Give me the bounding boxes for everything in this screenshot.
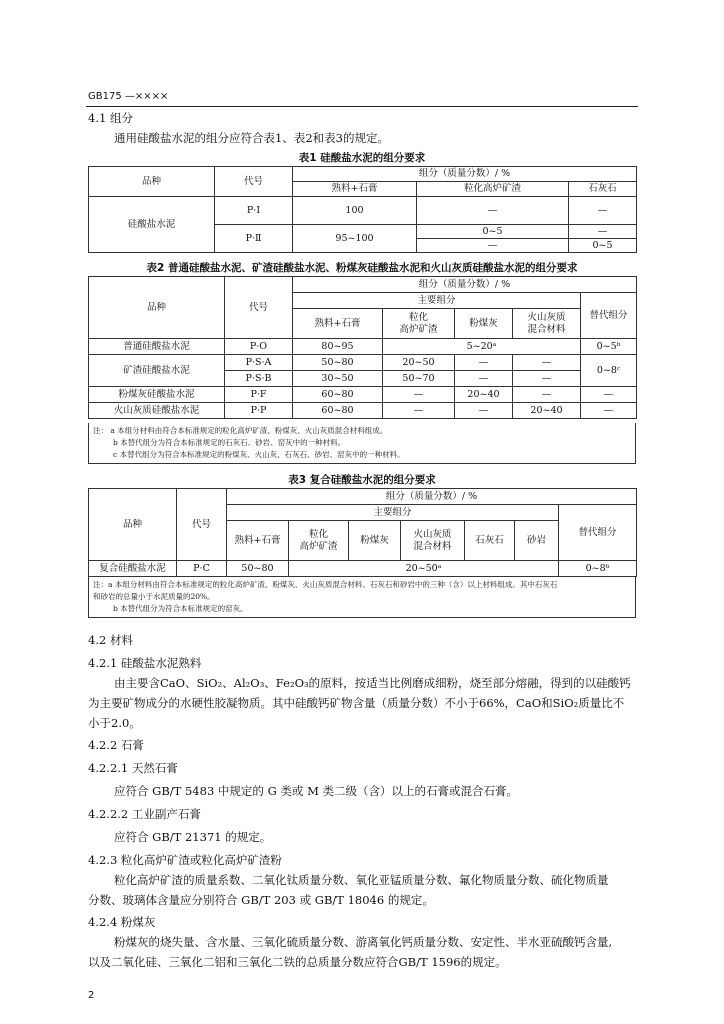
table1 — [88, 166, 637, 253]
table2-pp-sub: — — [581, 403, 637, 419]
table2-pp-pozz: 20~40 — [513, 403, 581, 419]
table3-header-pozz — [401, 521, 465, 561]
table3-header-variety: 品种 — [89, 489, 177, 561]
table2-note-b: b 本替代组分为符合本标准规定的石灰石、砂岩、窑灰中的一种材料。 — [113, 438, 346, 447]
section-4-2-3-heading: 4.2.3 粒化高炉矿渣或粒化高炉矿渣粉 — [88, 853, 282, 867]
table3-notes — [88, 577, 636, 618]
table1-r1-limestone: — — [569, 197, 637, 225]
section-4-2-2-2-heading: 4.2.2.2 工业副产石膏 — [88, 807, 201, 821]
header-rule — [86, 106, 638, 107]
table2-pf-sub: — — [581, 387, 637, 403]
table2-po-clinker: 80~95 — [293, 339, 383, 355]
table2-header-clinker: 熟料+石膏 — [293, 309, 383, 339]
table2-psb-clinker: 30~50 — [293, 371, 383, 387]
table2-note-a: 注： a 本组分材料由符合本标准规定的粒化高炉矿渣、粉煤灰、火山灰质混合材料组成。 — [93, 426, 388, 435]
table2-note-c: c 本替代组分为符合本标准规定的粉煤灰、火山灰、石灰石、砂岩、窑灰中的一种材料。 — [113, 450, 405, 459]
table3-header-flyash: 粉煤灰 — [349, 521, 401, 561]
section-4-2-heading: 4.2 材料 — [88, 633, 133, 647]
table2-po-mix: 5~20ᵃ — [383, 339, 581, 355]
table2-header-pozz-line2: 混合材料 — [527, 323, 566, 335]
table1-r1-clinker: 100 — [293, 197, 417, 225]
table2-pf-flyash: 20~40 — [455, 387, 513, 403]
table2-pp-slag: — — [383, 403, 455, 419]
document-header-id: GB175 —×××× — [88, 91, 169, 102]
section-4-1-intro: 通用硅酸盐水泥的组分应符合表1、表2和表3的规定。 — [114, 131, 389, 145]
table2-header-pozz — [513, 309, 581, 339]
table2-header-group: 组分（质量分数）/ % — [293, 277, 637, 293]
table1-header-variety: 品种 — [89, 167, 215, 197]
table2-psb-code: P·S·B — [225, 371, 293, 387]
table3-header-code: 代号 — [177, 489, 227, 561]
table3-pc-code: P·C — [177, 561, 227, 577]
table2-pp-variety: 火山灰质硅酸盐水泥 — [89, 403, 225, 419]
table3-pc-mix: 20~50ᵃ — [289, 561, 559, 577]
table1-r2b-limestone: 0~5 — [569, 239, 637, 253]
section-4-2-4-line1: 粉煤灰的烧失量、含水量、三氧化硫质量分数、游离氧化钙质量分数、安定性、半水亚硫酸钙含量, — [114, 935, 613, 949]
table2-header-slag-line1: 粒化 — [408, 311, 428, 323]
section-4-2-2-heading: 4.2.2 石膏 — [88, 738, 144, 752]
table1-r2b-slag: — — [417, 239, 569, 253]
table3-pc-variety: 复合硅酸盐水泥 — [89, 561, 177, 577]
table3-header-clinker: 熟料+石膏 — [227, 521, 289, 561]
section-4-2-2-1-heading: 4.2.2.1 天然石膏 — [88, 761, 178, 775]
table2-pf-clinker: 60~80 — [293, 387, 383, 403]
table2-po-variety: 普通硅酸盐水泥 — [89, 339, 225, 355]
section-4-2-3-line1: 粒化高炉矿渣的质量系数、二氧化钛质量分数、氧化亚锰质量分数、氟化物质量分数、硫化物质量 — [114, 873, 609, 887]
table2-psb-pozz: — — [513, 371, 581, 387]
table2-header-code: 代号 — [225, 277, 293, 339]
table3-note-a-cont: 和砂岩的总量小于水泥质量的20%。 — [93, 592, 215, 601]
section-4-2-1-line2: 为主要矿物成分的水硬性胶凝物质。其中硅酸钙矿物含量（质量分数）不小于66%，CaO和SiO₂质量比不 — [88, 696, 625, 710]
table2-psa-clinker: 50~80 — [293, 355, 383, 371]
table2-psa-code: P·S·A — [225, 355, 293, 371]
table2-header-slag — [383, 309, 455, 339]
table2-psb-slag: 50~70 — [383, 371, 455, 387]
table3-pc-sub: 0~8ᵇ — [559, 561, 637, 577]
section-4-2-2-2-text: 应符合 GB/T 21371 的规定。 — [114, 830, 272, 844]
table1-variety: 硅酸盐水泥 — [89, 197, 215, 253]
table2-psa-flyash: — — [455, 355, 513, 371]
table2-pp-flyash: — — [455, 403, 513, 419]
table2-pf-slag: — — [383, 387, 455, 403]
table2-pf-code: P·F — [225, 387, 293, 403]
section-4-2-1-line1: 由主要含CaO、SiO₂、Al₂O₃、Fe₂O₃的原料，按适当比例磨成细粉，烧至部分熔融，得到的以硅酸钙 — [114, 676, 631, 690]
table2-pp-code: P·P — [225, 403, 293, 419]
table1-header-limestone: 石灰石 — [569, 182, 637, 197]
table2-header-variety: 品种 — [89, 277, 225, 339]
section-4-2-2-1-text: 应符合 GB/T 5483 中规定的 G 类或 M 类二级（含）以上的石膏或混合石膏。 — [114, 784, 518, 798]
table2-psa-slag: 20~50 — [383, 355, 455, 371]
section-4-2-1-line3: 小于2.0。 — [88, 716, 141, 730]
table2-ps-sub: 0~8ᶜ — [581, 355, 637, 387]
table2-notes — [88, 423, 636, 464]
table2-header-pozz-line1: 火山灰质 — [527, 311, 566, 323]
table2-po-sub: 0~5ᵇ — [581, 339, 637, 355]
table2-pf-pozz: — — [513, 387, 581, 403]
section-4-1-heading: 4.1 组分 — [88, 111, 133, 125]
table2-psa-pozz: — — [513, 355, 581, 371]
table1-r2a-limestone: — — [569, 225, 637, 239]
table3-header-slag-line2: 高炉矿渣 — [299, 540, 338, 552]
page-number: 2 — [88, 990, 95, 1001]
table2-po-code: P·O — [225, 339, 293, 355]
section-4-2-1-heading: 4.2.1 硅酸盐水泥熟料 — [88, 656, 202, 670]
table2-psb-flyash: — — [455, 371, 513, 387]
table1-header-group: 组分（质量分数）/ % — [293, 167, 637, 182]
table1-r2a-slag: 0~5 — [417, 225, 569, 239]
table2-caption: 表2 普通硅酸盐水泥、矿渣硅酸盐水泥、粉煤灰硅酸盐水泥和火山灰质硅酸盐水泥的组分要求 — [146, 262, 578, 274]
table2-header-flyash: 粉煤灰 — [455, 309, 513, 339]
table1-r2-code: P·Ⅱ — [215, 225, 293, 253]
table3 — [88, 488, 637, 577]
table3-note-a: 注：a 本组分材料由符合本标准规定的粒化高炉矿渣、粉煤灰、火山灰质混合材料、石灰石和砂岩中的三种（含）以上材料组成。其中石灰石 — [93, 580, 558, 589]
table1-caption: 表1 硅酸盐水泥的组分要求 — [298, 152, 426, 164]
table3-header-main: 主要组分 — [227, 505, 559, 521]
table3-header-sandstone: 砂岩 — [515, 521, 559, 561]
table2-pf-variety: 粉煤灰硅酸盐水泥 — [89, 387, 225, 403]
table3-note-b: b 本替代组分为符合本标准规定的窑灰。 — [113, 604, 248, 613]
table3-header-sub: 替代组分 — [559, 505, 637, 561]
table1-r1-slag: — — [417, 197, 569, 225]
table3-header-limestone: 石灰石 — [465, 521, 515, 561]
table2-pp-clinker: 60~80 — [293, 403, 383, 419]
table3-caption: 表3 复合硅酸盐水泥的组分要求 — [288, 474, 436, 486]
table3-header-group: 组分（质量分数）/ % — [227, 489, 637, 505]
table1-r2-clinker: 95~100 — [293, 225, 417, 253]
table1-header-slag: 粒化高炉矿渣 — [417, 182, 569, 197]
table1-header-clinker: 熟料+石膏 — [293, 182, 417, 197]
table3-header-pozz-line2: 混合材料 — [413, 540, 452, 552]
section-4-2-4-heading: 4.2.4 粉煤灰 — [88, 915, 156, 929]
table1-r1-code: P·Ⅰ — [215, 197, 293, 225]
table2 — [88, 276, 637, 419]
table2-ps-variety: 矿渣硅酸盐水泥 — [89, 355, 225, 387]
table3-header-slag — [289, 521, 349, 561]
table3-header-pozz-line1: 火山灰质 — [413, 528, 452, 540]
table2-header-slag-line2: 高炉矿渣 — [399, 323, 438, 335]
table1-header-code: 代号 — [215, 167, 293, 197]
table2-header-sub: 替代组分 — [581, 293, 637, 339]
section-4-2-4-line2: 以及二氧化硅、三氧化二铝和三氧化二铁的总质量分数应符合GB/T 1596的规定。 — [88, 955, 507, 969]
section-4-2-3-line2: 分数、玻璃体含量应分别符合 GB/T 203 或 GB/T 18046 的规定。 — [88, 893, 434, 907]
table3-pc-clinker: 50~80 — [227, 561, 289, 577]
table2-header-main: 主要组分 — [293, 293, 581, 309]
table3-header-slag-line1: 粒化 — [308, 528, 328, 540]
